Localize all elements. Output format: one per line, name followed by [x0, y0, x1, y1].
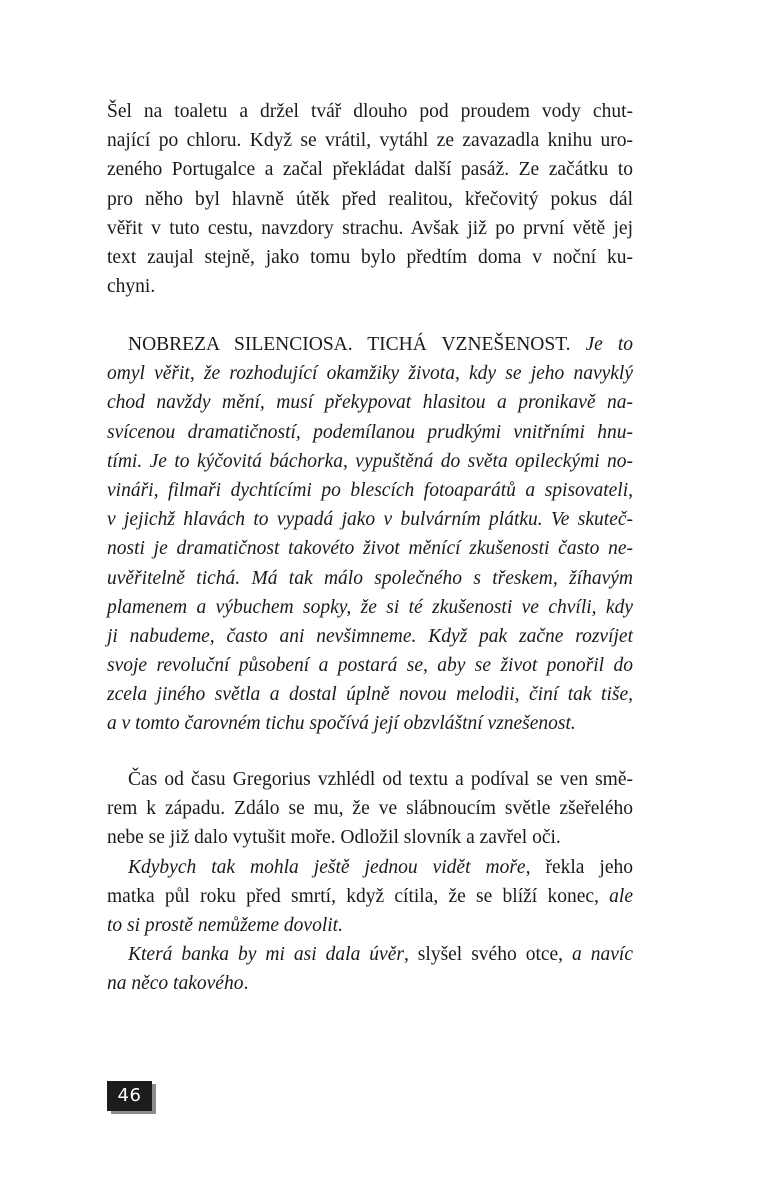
text-line: zcela jiného světla a dostal úplně novou melodii, činí tak tiše, [107, 684, 633, 706]
text-line: vináři, filmaři dychtícími po blescích fotoaparátů a spisovateli, [107, 479, 633, 501]
text-line: uvěřitelně tichá. Má tak málo společného s třeskem, žíhavým [107, 567, 633, 589]
text-line: rem k západu. Zdálo se mu, že ve slábnoucím světle zšeřelého [107, 798, 633, 820]
text-line: NOBREZA SILENCIOSA. TICHÁ VZNEŠENOST. Je to [128, 334, 633, 355]
text-line: svícenou dramatičností, podemílanou prudkými vnitřními hnu- [107, 421, 633, 443]
text-line: nající po chloru. Když se vrátil, vytáhl ze zavazadla knihu uro- [107, 130, 633, 152]
text-line: Kdybych tak mohla ještě jednou vidět moře, řekla jeho [128, 856, 633, 878]
paragraph-2 [107, 330, 633, 739]
text-line: Čas od času Gregorius vzhlédl od textu a podíval se ven smě- [128, 769, 633, 790]
paragraph-3 [107, 765, 633, 999]
paragraph-1 [107, 97, 633, 301]
text-line: ji nabudeme, často ani nevšimneme. Když pak začne rozvíjet [107, 625, 633, 647]
text-line: chod navždy mění, musí překypovat hlasitou a pronikavě na- [107, 392, 633, 414]
text-line: nosti je dramatičnost takovéto život měnící zkušenosti často ne- [107, 538, 633, 560]
text-line: na něco takového. [107, 973, 249, 995]
page-number: 46 [107, 1081, 152, 1111]
text-line: věřit v tuto cestu, navzdory strachu. Avšak již po první větě jej [107, 217, 633, 239]
text-line: omyl věřit, že rozhodující okamžiky života, kdy se jeho navyklý [107, 363, 633, 385]
text-line: svoje revoluční působení a postará se, aby se život ponořil do [107, 655, 633, 677]
text-line: Šel na toaletu a držel tvář dlouho pod proudem vody chut- [107, 101, 633, 122]
text-line: chyni. [107, 276, 156, 298]
text-line: zeného Portugalce a začal překládat další pasáž. Ze začátku to [107, 159, 633, 181]
text-line: tími. Je to kýčovitá báchorka, vypuštěná do světa opileckými no- [107, 450, 633, 472]
text-line: a v tomto čarovném tichu spočívá její obzvláštní vznešenost. [107, 713, 576, 735]
text-line: text zaujal stejně, jako tomu bylo předtím doma v noční ku- [107, 246, 633, 268]
text-line: Která banka by mi asi dala úvěr, slyšel svého otce, a navíc [128, 944, 633, 966]
text-line: pro něho byl hlavně útěk před realitou, křečovitý pokus dál [107, 188, 633, 210]
text-line: v jejichž hlavách to vypadá jako v bulvárním plátku. Ve skuteč- [107, 509, 633, 531]
text-line: to si prostě nemůžeme dovolit. [107, 914, 343, 936]
text-line: nebe se již dalo vytušit moře. Odložil slovník a zavřel oči. [107, 827, 561, 849]
text-line: plamenem a výbuchem sopky, že si té zkušenosti ve chvíli, kdy [107, 596, 633, 618]
text-line: matka půl roku před smrtí, když cítila, že se blíží konec, ale [107, 885, 633, 907]
